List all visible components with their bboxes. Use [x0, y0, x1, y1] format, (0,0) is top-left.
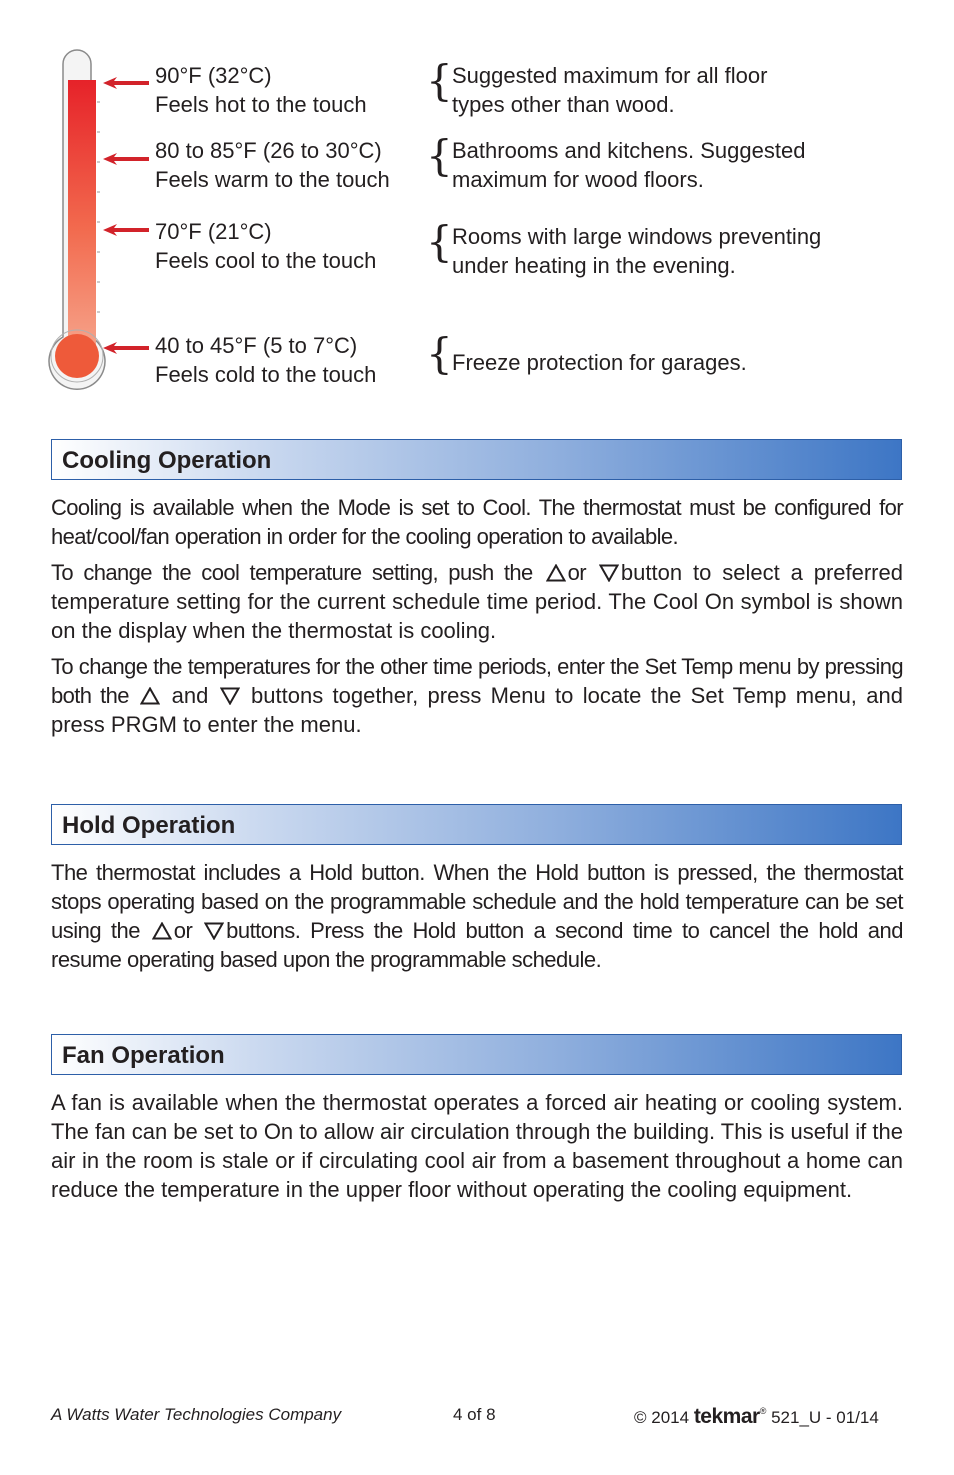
temp-level-warm [155, 136, 390, 194]
section-header-hold [51, 804, 902, 845]
text-run: or [567, 560, 586, 585]
temp-value: 70°F (21°C) [155, 219, 272, 244]
cooling-paragraph-1: Cooling is available when the Mode is set to Cool. The thermostat must be configured for heat/cool/fan operation in order for the cooling operation to available. [51, 495, 903, 549]
down-triangle-icon [204, 922, 224, 940]
brand-logo: tekmar [693, 1405, 760, 1428]
text-run: To change the temperatures for the other time periods, enter the Set Temp menu by pressing both the [51, 654, 903, 708]
temp-level-cool [155, 217, 376, 275]
text-run: buttons together, press Menu to locate the Set Temp menu, and press PRGM to enter the menu. [51, 683, 903, 737]
brace-icon: { [426, 217, 453, 266]
section-title: Cooling Operation [62, 447, 272, 474]
temp-level-hot [155, 61, 367, 119]
up-triangle-icon [546, 564, 566, 582]
level-note [452, 61, 767, 119]
note-line: Rooms with large windows preventing [452, 224, 822, 249]
section-header-cooling [51, 439, 902, 480]
arrow-icon [103, 341, 149, 353]
note-line: maximum for wood floors. [452, 167, 704, 192]
arrow-icon [103, 223, 149, 235]
footer-right [634, 1405, 879, 1429]
temp-value: 90°F (32°C) [155, 63, 272, 88]
text-run: or [173, 918, 193, 943]
text-run: and [171, 683, 209, 708]
note-line: Bathrooms and kitchens. Suggested [452, 138, 806, 163]
level-note [452, 136, 805, 194]
page-number: 4 of 8 [453, 1405, 496, 1424]
note-line: Suggested maximum for all floor [452, 63, 768, 88]
footer-company: A Watts Water Technologies Company [51, 1405, 342, 1424]
level-note [452, 348, 747, 377]
temp-value: 80 to 85°F (26 to 30°C) [155, 138, 382, 163]
section-header-fan [51, 1034, 902, 1075]
down-triangle-icon [599, 564, 619, 582]
note-line: types other than wood. [452, 92, 675, 117]
temp-feel: Feels cool to the touch [155, 248, 377, 273]
level-note [452, 222, 821, 280]
hold-paragraph [51, 858, 903, 974]
registered-mark: ® [759, 1406, 767, 1416]
thermometer-graphic [48, 42, 106, 387]
text-run: The thermostat includes a Hold button. When the Hold button is pressed, the thermostat stops operating based on the programmable schedule and the hold temperature can be set using the [51, 860, 903, 943]
text-run: button to select a preferred temperature setting for the current schedule time period. The Cool On symbol is shown on the display when the thermostat is cooling. [51, 560, 903, 643]
temp-value: 40 to 45°F (5 to 7°C) [155, 333, 358, 358]
temp-feel: Feels cold to the touch [155, 362, 377, 387]
text-run: To change the cool temperature setting, push the [51, 560, 533, 585]
temp-feel: Feels warm to the touch [155, 167, 390, 192]
document-code: 521_U - 01/14 [771, 1408, 879, 1427]
brace-icon: { [426, 56, 453, 105]
copyright: © 2014 [634, 1408, 690, 1427]
temp-feel: Feels hot to the touch [155, 92, 367, 117]
temp-level-cold [155, 331, 376, 389]
cooling-paragraph-2 [51, 558, 903, 645]
up-triangle-icon [152, 922, 172, 940]
brace-icon: { [426, 329, 453, 378]
note-line: under heating in the evening. [452, 253, 736, 278]
section-title: Fan Operation [62, 1042, 225, 1069]
up-triangle-icon [140, 687, 160, 705]
brace-icon: { [426, 131, 453, 180]
note-line: Freeze protection for garages. [452, 350, 747, 375]
arrow-icon [103, 76, 149, 88]
text-run: buttons. Press the Hold button a second time to cancel the hold and resume operating based upon the programmable schedule. [51, 918, 903, 972]
down-triangle-icon [220, 687, 240, 705]
arrow-icon [103, 152, 149, 164]
section-title: Hold Operation [62, 812, 236, 839]
fan-paragraph: A fan is available when the thermostat operates a forced air heating or cooling system. The fan can be set to On to allow air circulation through the building. This is useful if the air in the room is stale or if circulating cool air from a basement throughout a home can reduce the temperature in the upper floor without operating the cooling equipment. [51, 1090, 903, 1202]
cooling-paragraph-3 [51, 652, 903, 739]
